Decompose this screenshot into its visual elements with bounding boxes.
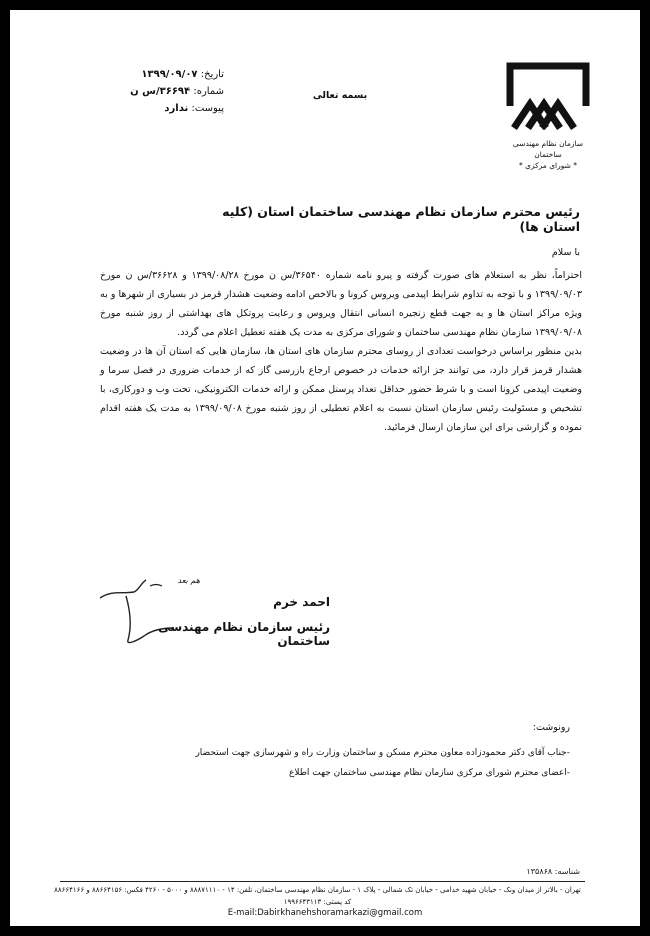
cc-label: رونوشت:: [532, 722, 570, 733]
footer-divider: [60, 881, 585, 882]
address-text: تهران - بالاتر از میدان ونک - خیابان شهید خدامی - خیابان تک شمالی - پلاک ۱ - سازمان نظام مهندسی ساختمان، تلفن: ۱۴ - ۸۸۸۷۱۱۱۰ و ۵۰۰۰ - ۴۲۶۰ فکس: ۸۸۶۶۴۱۵۶ و ۸۸۶۶۴۱۶۶: [54, 886, 581, 894]
bismillah-heading: بسمه تعالی: [312, 90, 368, 101]
attachment-label: پیوست:: [191, 103, 224, 114]
attachment-row: [94, 100, 224, 117]
attachment-value: ندارد: [164, 103, 189, 114]
signature-note: هم بعد: [177, 576, 200, 585]
body-paragraph-2: بدین منظور براساس درخواست تعدادی از روسای محترم سازمان های استان ها، سازمان هایی که استان آن ها در وضعیت هشدار قرمز قرار دارد، می توانند جز ارائه خدمات در خصوص ارجاع بازرسی گاز که از خدمات ضروری در فصل سرما و وضعیت اپیدمی کرونا است و با شرط حضور حداقل تعداد پرسنل ممکن و ارائه خدمات الکترونیکی، تحت وب و دورکاری، با تشخیص و مسئولیت رئیس سازمان استان نسبت به اعلام تعطیلی از روز شنبه مورخ ۱۳۹۹/۰۹/۰۸ به مدت یک هفته اقدام نموده و گزارشی برای این سازمان ارسال فرمائید.: [100, 346, 582, 433]
date-row: [94, 66, 224, 83]
cc-item: -اعضای محترم شورای مرکزی سازمان نظام مهندسی ساختمان جهت اطلاع: [288, 768, 570, 778]
number-value: ۳۶۶۹۴/س ن: [130, 86, 191, 97]
signatory-name: احمد خرم: [273, 595, 330, 609]
organization-logo: [500, 58, 596, 168]
building-logo-icon: [500, 58, 596, 138]
cc-item: -جناب آقای دکتر محمودزاده معاون محترم مسکن و ساختمان وزارت راه و شهرسازی جهت استحضار: [195, 748, 570, 758]
footer-address: [50, 884, 585, 908]
signatory-title: رئیس سازمان نظام مهندسی ساختمان: [158, 620, 330, 648]
body-paragraph-1: احتراماً، نظر به استعلام های صورت گرفته و پیرو نامه شماره ۳۶۵۴۰/س ن مورخ ۱۳۹۹/۰۸/۲۸ و ۳۶۶۲۸/س ن مورخ ۱۳۹۹/۰۹/۰۳ و با توجه به تداوم شرایط اپیدمی ویروس کرونا و بالاخص ادامه وضعیت هشدار قرمز در بسیاری از شهرها و به ویژه مراکز استان ها و به جهت قطع زنجیره انسانی انتقال ویروس و رعایت پروتکل های بهداشتی از روز شنبه مورخ ۱۳۹۹/۰۹/۰۸ سازمان نظام مهندسی ساختمان و شورای مرکزی به مدت یک هفته تعطیل اعلام می گردد.: [100, 270, 582, 338]
postal-code: کد پستی: ۱۹۹۶۶۴۳۱۱۳: [283, 898, 352, 906]
footer-email: E-mail:Dabirkhanehshoramarkazi@gmail.com: [227, 908, 423, 918]
letter-body: [100, 266, 582, 437]
reference-id: شناسه: ۱۳۵۸۶۸: [526, 867, 580, 876]
number-label: شماره:: [193, 86, 224, 97]
number-row: [94, 83, 224, 100]
recipient-line: رئیس محترم سازمان نظام مهندسی ساختمان استان (کلیه استان ها): [222, 204, 580, 234]
logo-org-sub: * شورای مرکزی *: [518, 161, 578, 170]
letter-meta: [94, 66, 224, 117]
cc-list: [170, 743, 570, 783]
date-label: تاریخ:: [200, 69, 224, 80]
salutation: با سلام: [551, 247, 580, 258]
logo-org-name: سازمان نظام مهندسی ساختمان: [512, 139, 584, 159]
date-value: ۱۳۹۹/۰۹/۰۷: [141, 69, 198, 80]
letter-page: [10, 10, 640, 926]
